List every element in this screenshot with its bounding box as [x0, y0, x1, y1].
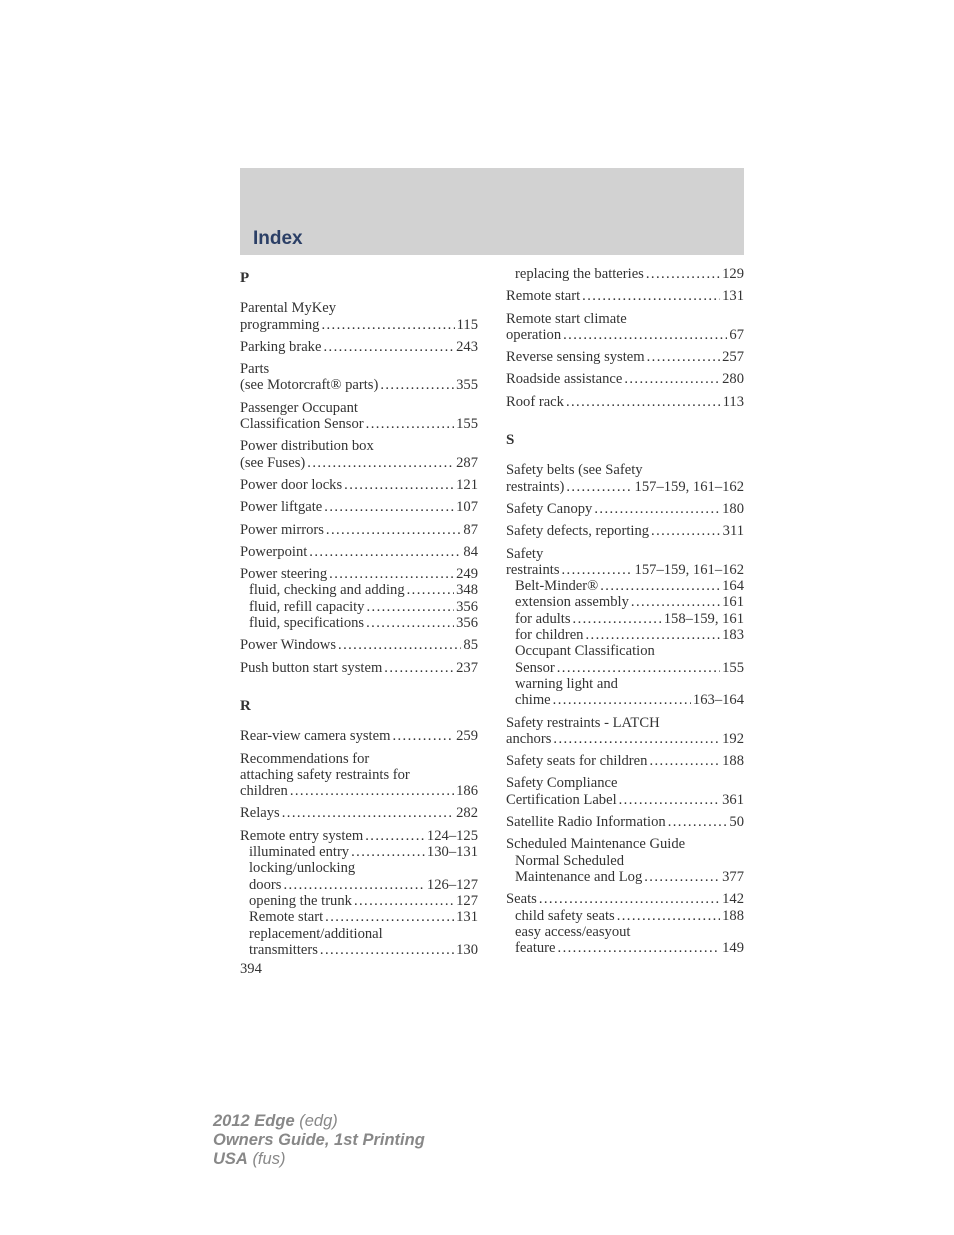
- sub-entry: replacing the batteries: [515, 266, 644, 282]
- sub-entry: fluid, refill capacity: [249, 598, 365, 615]
- page-ref: 287: [456, 454, 478, 471]
- index-entry: [506, 891, 744, 956]
- section-letter-r: R: [240, 697, 251, 714]
- page-ref: 243: [456, 338, 478, 355]
- page-ref: 115: [456, 316, 478, 333]
- page-ref: 157–159, 161–162: [634, 561, 744, 578]
- index-entry: [240, 828, 478, 958]
- index-entry: [240, 522, 478, 538]
- index-entry: [506, 371, 744, 387]
- footer-model: 2012 Edge: [213, 1112, 295, 1130]
- page-ref: 356: [456, 615, 478, 632]
- page-ref: 237: [456, 659, 478, 676]
- page-ref: 130–131: [426, 844, 478, 861]
- index-entry: [240, 300, 478, 333]
- index-entry: [506, 288, 744, 304]
- index-entry: [240, 637, 478, 653]
- index-entry: [240, 544, 478, 560]
- page-ref: 126–127: [426, 876, 478, 893]
- index-entry: [506, 836, 744, 885]
- entry-title: Relays: [240, 805, 280, 822]
- page-ref: 188: [722, 907, 744, 924]
- entry-title: Parental MyKey: [240, 300, 337, 317]
- page-ref: 188: [722, 753, 744, 770]
- page-ref: 259: [456, 728, 478, 745]
- index-entry: [506, 753, 744, 769]
- section-letter-p: P: [240, 270, 250, 286]
- page-ref: 157–159, 161–162: [634, 478, 744, 495]
- entry-title: restraints: [506, 561, 560, 578]
- entry-title: anchors: [506, 730, 552, 747]
- section-letter-s: S: [506, 432, 515, 449]
- index-entry: [506, 349, 744, 365]
- entry-title: Classification Sensor: [240, 416, 364, 433]
- page-ref: 107: [456, 499, 478, 516]
- entry-title: Safety Compliance: [506, 775, 618, 792]
- footer-market: USA: [213, 1150, 248, 1168]
- page-ref: 155: [722, 659, 744, 676]
- entry-title: Safety defects, reporting: [506, 523, 650, 540]
- page-ref: 361: [722, 791, 744, 808]
- page-ref: 282: [456, 805, 478, 822]
- page-ref: 249: [456, 566, 478, 583]
- page-ref: 50: [729, 814, 744, 831]
- sub-entry: illuminated entry: [249, 844, 350, 861]
- entry-title: Certification Label: [506, 791, 617, 808]
- entry-title: Passenger Occupant: [240, 399, 358, 416]
- entry-title: Roof rack: [506, 393, 564, 410]
- index-entry: [240, 728, 478, 744]
- page-ref: 186: [456, 783, 478, 800]
- page-ref: 164: [722, 578, 744, 595]
- entry-title: Safety belts (see Safety: [506, 462, 643, 479]
- index-entry: [240, 566, 478, 631]
- entry-title: Powerpoint: [240, 543, 308, 560]
- sub-entry: replacement/additional: [249, 925, 383, 942]
- page-ref: 129: [722, 266, 744, 282]
- sub-entry: warning light and: [515, 675, 618, 692]
- page-ref: 130: [456, 941, 478, 958]
- sub-entry: Remote start: [249, 909, 324, 926]
- index-entry: [506, 546, 744, 709]
- index-entry: [240, 339, 478, 355]
- page-ref: 348: [456, 582, 478, 599]
- page-ref: 280: [722, 371, 744, 388]
- sub-entry: Sensor: [515, 659, 555, 676]
- sub-entry: opening the trunk: [249, 892, 352, 909]
- page-ref: 121: [456, 476, 478, 493]
- index-entry: [240, 805, 478, 821]
- page-ref: 192: [722, 730, 744, 747]
- index-entry: [506, 311, 744, 344]
- entry-title: Power steering: [240, 566, 328, 583]
- entry-title: children: [240, 783, 288, 800]
- entry-title: Rear-view camera system: [240, 728, 391, 745]
- entry-title: Power door locks: [240, 476, 343, 493]
- page-ref: 158–159, 161: [663, 610, 744, 627]
- sub-entry: chime: [515, 692, 551, 709]
- index-column-left: [240, 266, 478, 964]
- index-entry: [506, 462, 744, 495]
- index-entry: [240, 751, 478, 800]
- page-ref: 155: [456, 416, 478, 433]
- entry-title: Remote start: [506, 288, 581, 305]
- sub-entry: doors: [249, 876, 282, 893]
- entry-title: programming: [240, 316, 320, 333]
- page-ref: 142: [722, 891, 744, 908]
- entry-title: Safety: [506, 545, 544, 562]
- sub-entry: Maintenance and Log: [515, 868, 643, 885]
- entry-title: Power liftgate: [240, 499, 323, 516]
- index-entry: [240, 361, 478, 394]
- entry-title: Satellite Radio Information: [506, 814, 666, 831]
- entry-title: Remote start climate: [506, 310, 627, 327]
- entry-title: Reverse sensing system: [506, 349, 645, 366]
- page-number: 394: [240, 961, 262, 977]
- entry-title: Power Windows: [240, 637, 337, 654]
- index-header-bar: [240, 168, 744, 255]
- page-ref: 356: [456, 598, 478, 615]
- page-ref: 131: [456, 909, 478, 926]
- index-entry: [240, 499, 478, 515]
- page-ref: 113: [722, 393, 744, 410]
- index-entry: [506, 266, 744, 282]
- page-ref: 355: [456, 377, 478, 394]
- footer-guide: Owners Guide, 1st Printing: [213, 1131, 425, 1149]
- sub-entry: for adults: [515, 610, 571, 627]
- sub-entry: child safety seats: [515, 907, 615, 924]
- page-ref: 124–125: [426, 827, 478, 844]
- sub-entry: fluid, specifications: [249, 615, 365, 632]
- entry-title: Remote entry system: [240, 827, 364, 844]
- entry-title: Roadside assistance: [506, 371, 623, 388]
- sub-entry: Occupant Classification: [515, 643, 655, 660]
- entry-title: Safety Canopy: [506, 500, 593, 517]
- entry-title: Scheduled Maintenance Guide: [506, 836, 686, 853]
- page-ref: 163–164: [692, 692, 744, 709]
- index-entry: [506, 501, 744, 517]
- page-title: Index: [253, 228, 303, 249]
- entry-title: restraints): [506, 478, 565, 495]
- page-ref: 180: [722, 500, 744, 517]
- sub-entry: Normal Scheduled: [515, 852, 625, 869]
- sub-entry: easy access/easyout: [515, 923, 631, 940]
- entry-title: Recommendations for: [240, 750, 370, 767]
- entry-title: Seats: [506, 891, 537, 908]
- sub-entry: transmitters: [249, 941, 318, 958]
- page-ref: 183: [722, 627, 744, 644]
- page-ref: 84: [463, 543, 478, 560]
- index-entry: [506, 394, 744, 410]
- page-ref: 67: [729, 326, 744, 343]
- entry-title: (see Fuses): [240, 454, 306, 471]
- entry-title: attaching safety restraints for: [240, 766, 410, 783]
- entry-title: Safety restraints - LATCH: [506, 714, 660, 731]
- footer-model-code: (edg): [299, 1112, 338, 1130]
- page-ref: 131: [722, 288, 744, 305]
- sub-entry: feature: [515, 940, 556, 957]
- entry-title: Safety seats for children: [506, 753, 648, 770]
- sub-entry: locking/unlocking: [249, 860, 356, 877]
- entry-title: Parts: [240, 361, 270, 378]
- footer-market-code: (fus): [252, 1150, 286, 1168]
- page-ref: 127: [456, 892, 478, 909]
- index-entry: [240, 400, 478, 433]
- index-entry: [240, 477, 478, 493]
- entry-title: Push button start system: [240, 659, 383, 676]
- index-column-right: [506, 266, 744, 962]
- page-ref: 377: [722, 868, 744, 885]
- index-entry: [506, 814, 744, 830]
- sub-entry: for children: [515, 627, 584, 644]
- index-entry: [240, 438, 478, 471]
- page-ref: 161: [722, 594, 744, 611]
- index-entry: [506, 775, 744, 808]
- sub-entry: fluid, checking and adding: [249, 582, 405, 599]
- index-entry: [240, 660, 478, 676]
- page-ref: 257: [722, 349, 744, 366]
- page-ref: 149: [722, 940, 744, 957]
- entry-title: Power distribution box: [240, 438, 374, 455]
- entry-title: Power mirrors: [240, 521, 324, 538]
- document-footer: [213, 1112, 425, 1169]
- sub-entry: extension assembly: [515, 594, 629, 611]
- entry-title: Parking brake: [240, 338, 322, 355]
- entry-title: (see Motorcraft® parts): [240, 377, 379, 394]
- index-entry: [506, 523, 744, 539]
- sub-entry: Belt-Minder®: [515, 578, 599, 595]
- index-entry: [506, 715, 744, 748]
- page-ref: 311: [722, 523, 744, 540]
- entry-title: operation: [506, 326, 562, 343]
- page-ref: 85: [463, 637, 478, 654]
- page-ref: 87: [463, 521, 478, 538]
